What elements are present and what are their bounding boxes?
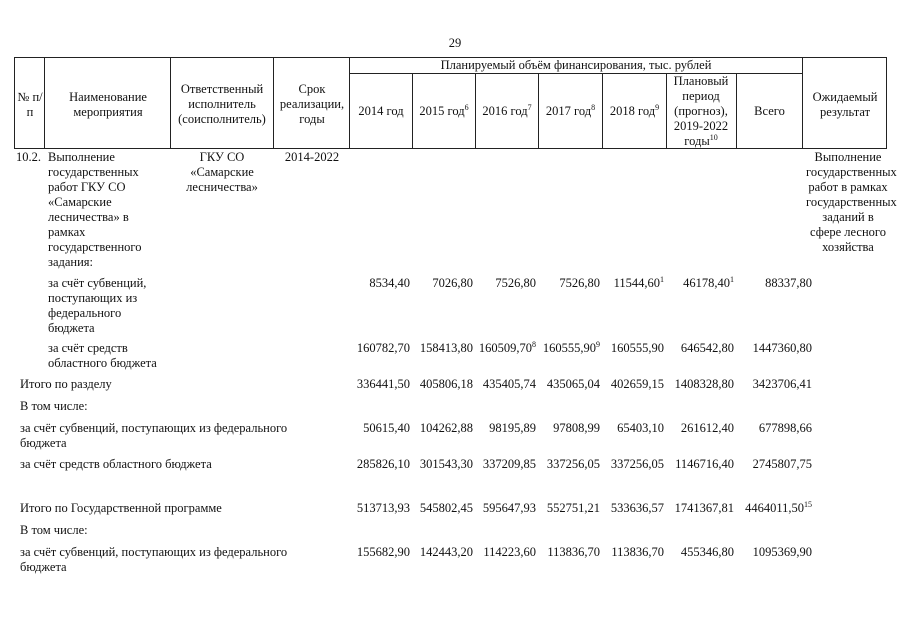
value-cell: 160509,70$^8$ xyxy=(478,339,536,355)
value-cell: 285826,10 xyxy=(356,457,410,471)
header-total: Всего xyxy=(754,104,785,118)
footnote-mark: 15 xyxy=(804,499,812,509)
value-cell: 104262,88 xyxy=(419,421,473,435)
value-cell: 435065,04 xyxy=(546,377,600,391)
value-cell: 7026,80 xyxy=(432,276,473,290)
footnote-mark: 9 xyxy=(596,339,600,349)
value-cell: 1095369,90 xyxy=(752,545,812,559)
header-num: № п/п xyxy=(17,90,43,119)
header-2017: 2017 год$^8$ xyxy=(545,102,596,118)
value-cell: 402659,15 xyxy=(610,377,664,391)
value-cell: 1146716,40 xyxy=(675,457,734,471)
row-label: за счёт средств областного бюджета xyxy=(20,457,212,471)
value-cell: 7526,80 xyxy=(495,276,536,290)
header-name: Наименование мероприятия xyxy=(69,90,147,119)
value-cell: 513713,93 xyxy=(356,501,410,515)
value-cell: 88337,80 xyxy=(765,276,812,290)
page-number: 29 xyxy=(448,36,462,50)
value-cell: 7526,80 xyxy=(559,276,600,290)
header-result: Ожидаемый результат xyxy=(812,90,878,119)
value-cell: 3423706,41 xyxy=(752,377,812,391)
value-cell: 1408328,80 xyxy=(674,377,734,391)
value-cell: 155682,90 xyxy=(356,545,410,559)
header-term: Срок реализации, годы xyxy=(279,82,345,126)
value-cell: 337209,85 xyxy=(482,457,536,471)
value-cell: 677898,66 xyxy=(758,421,812,435)
value-cell: 337256,05 xyxy=(546,457,600,471)
header-funding: Планируемый объём финансирования, тыс. рублей xyxy=(440,58,712,72)
value-cell: 1447360,80 xyxy=(752,341,812,355)
value-cell: 98195,89 xyxy=(489,421,536,435)
row-label: за счёт субвенций, поступающих из федерального бюджета xyxy=(48,276,147,335)
value-cell: 158413,80 xyxy=(419,341,473,355)
value-cell: 1741367,81 xyxy=(674,501,734,515)
item-number: 10.2. xyxy=(16,150,41,164)
value-cell: 301543,30 xyxy=(419,457,473,471)
header-2018: 2018 год$^9$ xyxy=(609,102,660,118)
header-executor: Ответственный исполнитель (соисполнитель) xyxy=(178,82,266,126)
value-cell: 114223,60 xyxy=(483,545,536,559)
header-2014: 2014 год xyxy=(358,104,404,118)
row-label: В том числе: xyxy=(20,399,88,413)
value-cell: 455346,80 xyxy=(680,545,734,559)
value-cell: 261612,40 xyxy=(680,421,734,435)
header-2015: 2015 год$^6$ xyxy=(419,102,469,118)
value-cell: 533636,57 xyxy=(610,501,664,515)
value-cell: 336441,50 xyxy=(356,377,410,391)
value-cell: 97808,99 xyxy=(553,421,600,435)
value-cell: 142443,20 xyxy=(419,545,473,559)
value-cell: 545802,45 xyxy=(419,501,473,515)
row-label: В том числе: xyxy=(20,523,88,537)
row-label: Итого по разделу xyxy=(20,377,112,391)
value-cell: 2745807,75 xyxy=(752,457,812,471)
footnote-mark: 1 xyxy=(660,274,664,284)
value-cell: 65403,10 xyxy=(617,421,664,435)
item-term: 2014-2022 xyxy=(284,150,340,164)
value-cell: 595647,93 xyxy=(482,501,536,515)
value-cell: 11544,60$^1$ xyxy=(613,274,664,290)
funding-header-divider xyxy=(349,73,803,74)
value-cell: 646542,80 xyxy=(680,341,734,355)
row-label: за счёт субвенций, поступающих из федерального бюджета xyxy=(20,421,288,450)
value-cell: 160782,70 xyxy=(356,341,410,355)
value-cell: 50615,40 xyxy=(363,421,410,435)
value-cell: 552751,21 xyxy=(546,501,600,515)
row-label: за счёт субвенций, поступающих из федерального бюджета xyxy=(20,545,288,574)
header-2016: 2016 год$^7$ xyxy=(482,102,532,118)
item-executor: ГКУ СО «Самарские лесничества» xyxy=(186,150,258,194)
footnote-mark: 8 xyxy=(532,339,536,349)
value-cell: 160555,90$^9$ xyxy=(542,339,600,355)
value-cell: 8534,40 xyxy=(369,276,410,290)
header-plan-period: Плановый период (прогноз), 2019-2022 годы$^{10}$ xyxy=(673,74,729,148)
value-cell: 435405,74 xyxy=(482,377,536,391)
row-label: за счёт средств областного бюджета xyxy=(48,341,157,370)
item-result: Выполнение государственных работ в рамках государственных заданий в сфере лесного хозяйства xyxy=(806,150,897,254)
value-cell: 405806,18 xyxy=(419,377,473,391)
item-name: Выполнение государственных работ ГКУ СО «Самарские лесничества» в рамках государственного задания: xyxy=(48,150,142,269)
footnote-mark: 1 xyxy=(730,274,734,284)
header-bottom-border xyxy=(14,148,887,149)
value-cell: 46178,40$^1$ xyxy=(683,274,734,290)
value-cell: 113836,70 xyxy=(611,545,664,559)
value-cell: 113836,70 xyxy=(547,545,600,559)
value-cell: 160555,90 xyxy=(610,341,664,355)
value-cell: 337256,05 xyxy=(610,457,664,471)
value-cell: 4464011,50$^{15}$ xyxy=(745,499,812,515)
row-label: Итого по Государственной программе xyxy=(20,501,222,515)
